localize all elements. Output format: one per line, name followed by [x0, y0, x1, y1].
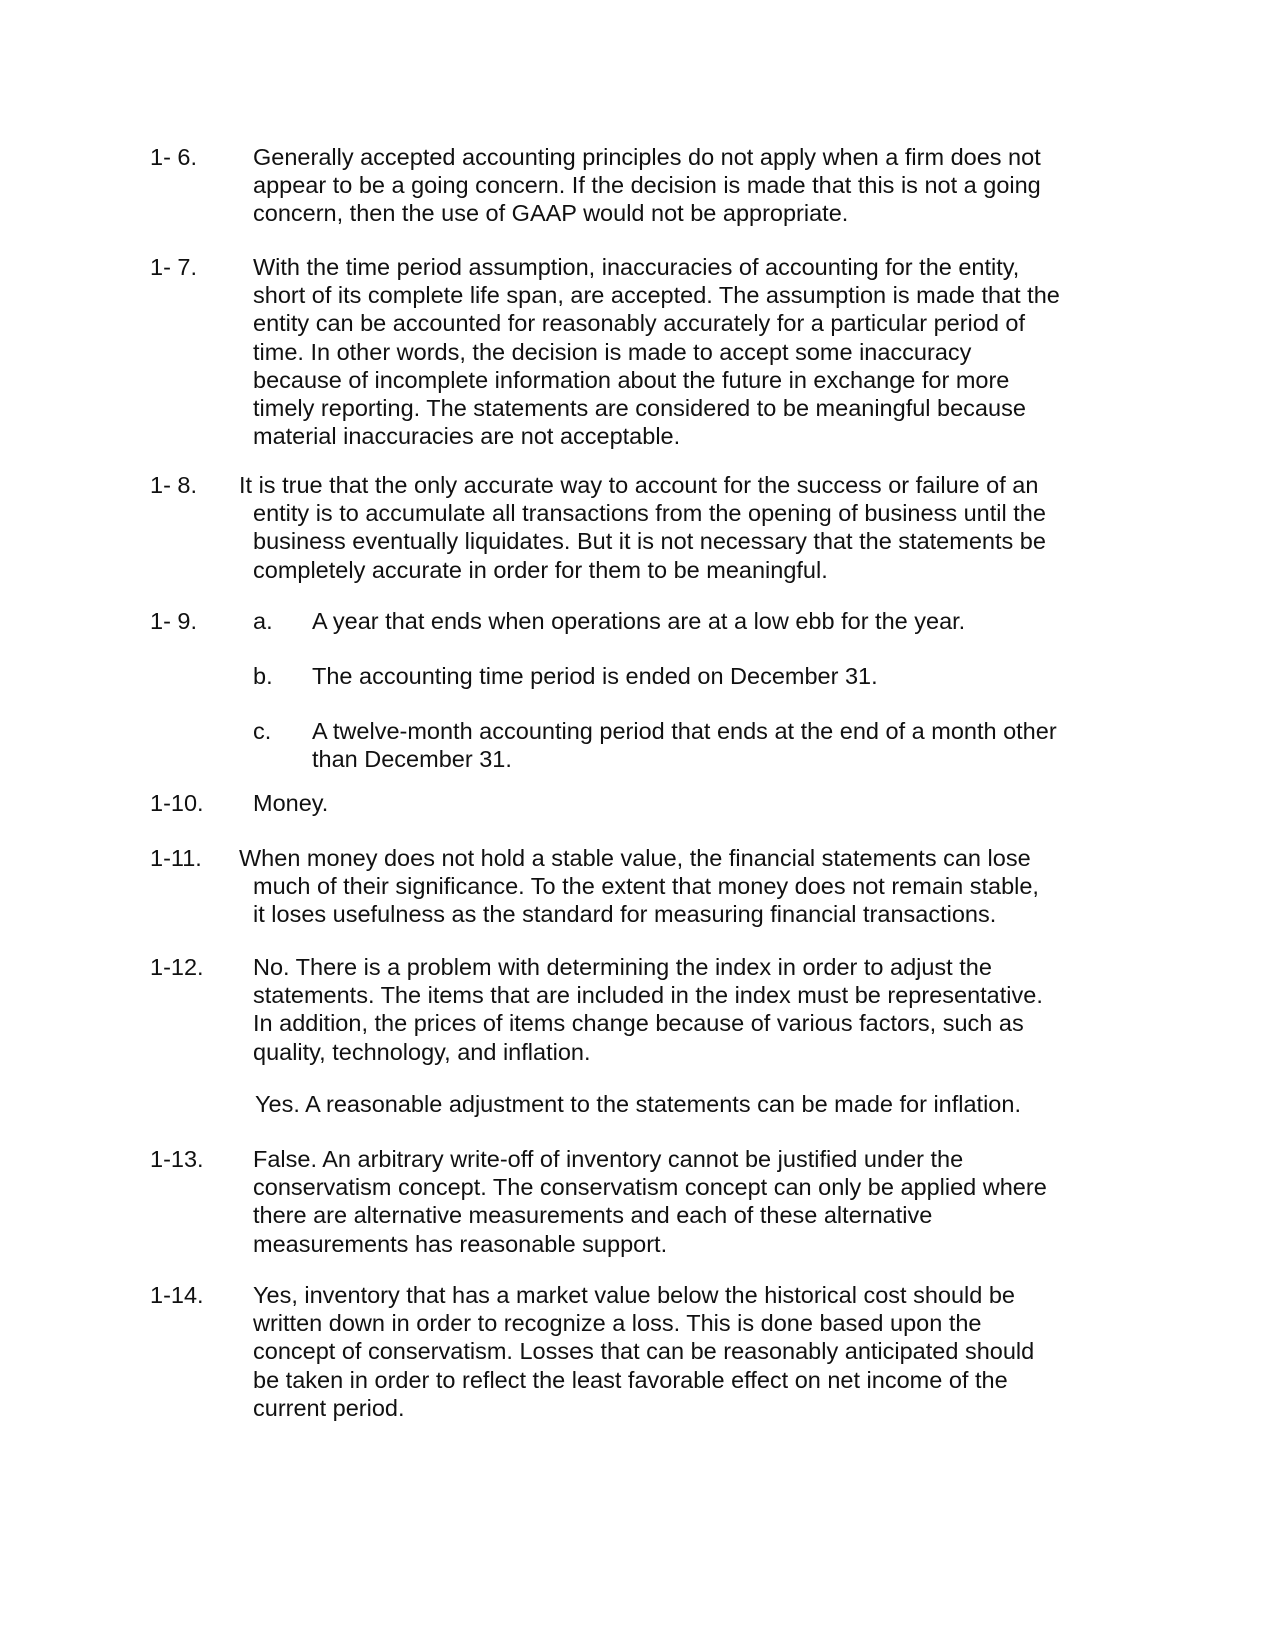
text-line: Yes, inventory that has a market value below the historical cost should be — [253, 1282, 1016, 1308]
text-line: Generally accepted accounting principles do not apply when a firm does not — [253, 144, 1041, 170]
subitem-text — [312, 717, 1112, 773]
text-line: entity is to accumulate all transactions from the opening of business until the — [253, 500, 1046, 527]
text-line: The accounting time period is ended on December 31. — [312, 663, 878, 689]
text-line: short of its complete life span, are accepted. The assumption is made that the — [253, 282, 1060, 309]
text-line: appear to be a going concern. If the decision is made that this is not a going — [253, 172, 1041, 199]
text-line: concern, then the use of GAAP would not be appropriate. — [253, 200, 849, 227]
answer-number: 1- 9. — [150, 608, 198, 634]
text-line: Yes. A reasonable adjustment to the statements can be made for inflation. — [255, 1091, 1021, 1117]
answer-number: 1-14. — [150, 1282, 204, 1308]
text-line: A twelve-month accounting period that ends at the end of a month other — [312, 718, 1057, 744]
answer-text — [253, 953, 1113, 1066]
followup-text — [255, 1090, 1115, 1118]
answer-text — [253, 143, 1113, 228]
text-line: statements. The items that are included in the index must be representative. — [253, 982, 1043, 1009]
text-line: timely reporting. The statements are considered to be meaningful because — [253, 395, 1026, 422]
subitem-text — [312, 607, 1112, 635]
text-line: measurements has reasonable support. — [253, 1230, 668, 1257]
answer-text — [239, 844, 1113, 929]
answer-text — [239, 471, 1113, 584]
text-line: quality, technology, and inflation. — [253, 1038, 591, 1065]
answer-text — [253, 1281, 1113, 1422]
text-line: False. An arbitrary write-off of inventory cannot be justified under the — [253, 1146, 964, 1172]
text-line: material inaccuracies are not acceptable. — [253, 423, 681, 450]
text-line: conservatism concept. The conservatism concept can only be applied where — [253, 1174, 1047, 1201]
text-line: time. In other words, the decision is made to accept some inaccuracy — [253, 338, 972, 365]
text-line: No. There is a problem with determining the index in order to adjust the — [253, 954, 992, 980]
text-line: be taken in order to reflect the least favorable effect on net income of the — [253, 1366, 1008, 1393]
text-line: there are alternative measurements and each of these alternative — [253, 1202, 933, 1229]
answer-number: 1-10. — [150, 790, 204, 816]
text-line: Money. — [253, 790, 329, 816]
subitem-letter: c. — [253, 718, 272, 744]
subitem-letter: b. — [253, 663, 273, 689]
text-line: than December 31. — [312, 746, 512, 773]
text-line: current period. — [253, 1394, 405, 1421]
text-line: written down in order to recognize a loss. This is done based upon the — [253, 1310, 982, 1337]
answer-number: 1- 7. — [150, 254, 198, 280]
text-line: business eventually liquidates. But it is not necessary that the statements be — [253, 528, 1046, 555]
text-line: entity can be accounted for reasonably accurately for a particular period of — [253, 310, 1026, 337]
answer-text — [253, 1145, 1113, 1258]
text-line: It is true that the only accurate way to account for the success or failure of an — [239, 472, 1039, 498]
text-line: concept of conservatism. Losses that can be reasonably anticipated should — [253, 1338, 1035, 1365]
answer-number: 1- 8. — [150, 472, 198, 498]
text-line: much of their significance. To the extent that money does not remain stable, — [253, 873, 1039, 900]
text-line: When money does not hold a stable value, the financial statements can lose — [239, 845, 1031, 871]
text-line: In addition, the prices of items change because of various factors, such as — [253, 1010, 1024, 1037]
text-line: A year that ends when operations are at a low ebb for the year. — [312, 608, 966, 634]
subitem-letter: a. — [253, 608, 273, 634]
text-line: completely accurate in order for them to be meaningful. — [253, 556, 828, 583]
text-line: With the time period assumption, inaccuracies of accounting for the entity, — [253, 254, 1020, 280]
answer-text — [253, 789, 1113, 817]
text-line: it loses usefulness as the standard for measuring financial transactions. — [253, 901, 997, 928]
subitem-text — [312, 662, 1112, 690]
answer-number: 1-13. — [150, 1146, 204, 1172]
answer-number: 1- 6. — [150, 144, 198, 170]
answer-text — [253, 253, 1113, 450]
text-line: because of incomplete information about the future in exchange for more — [253, 366, 1010, 393]
answer-number: 1-12. — [150, 954, 204, 980]
answer-number: 1-11. — [150, 845, 202, 871]
